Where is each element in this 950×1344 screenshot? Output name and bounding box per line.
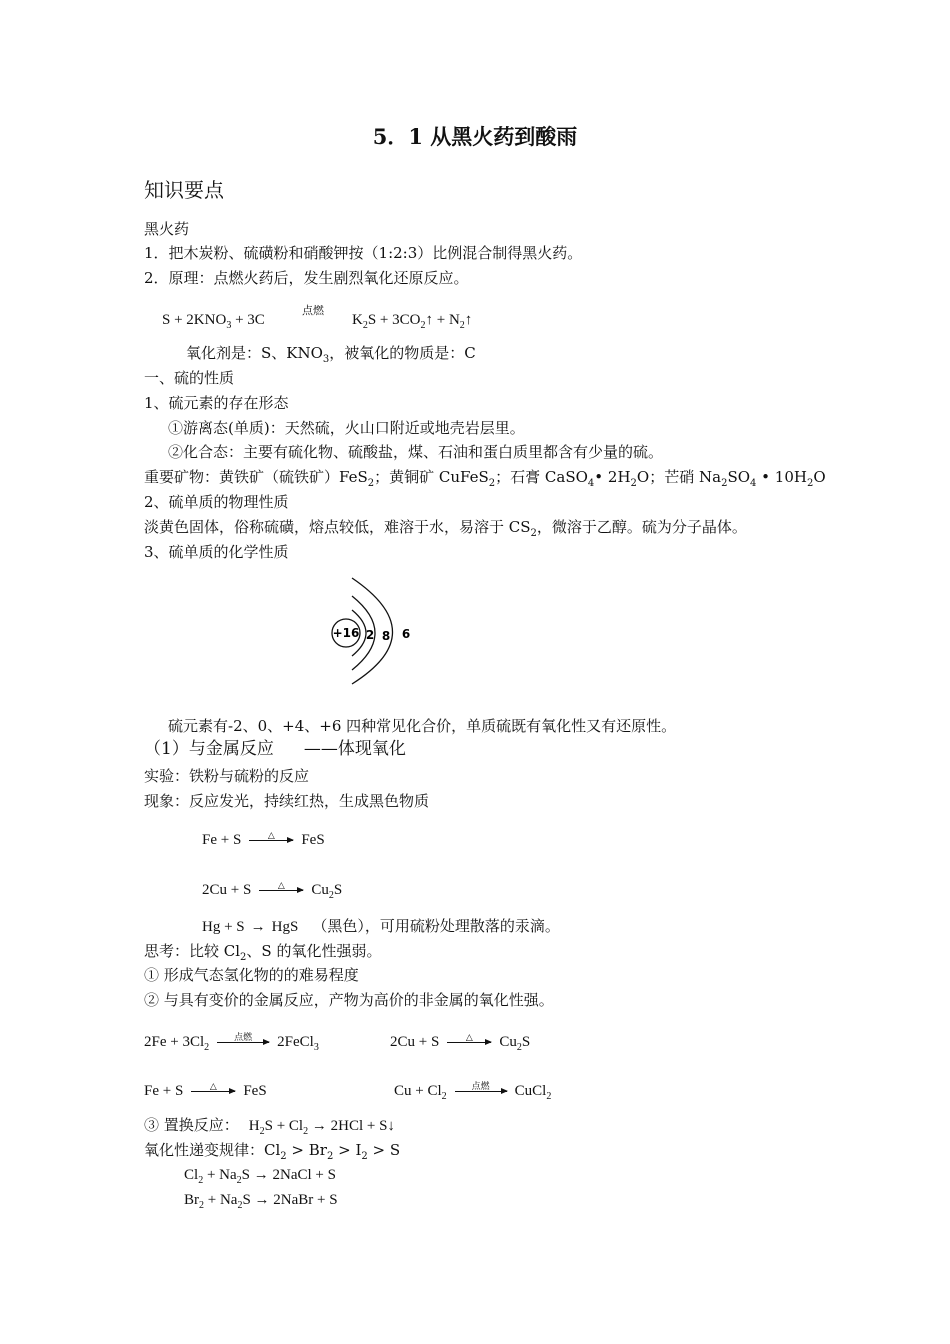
sulfur-part-heading: 一、硫的性质 xyxy=(144,369,235,387)
section-heading: 知识要点 xyxy=(144,178,224,202)
ignite-condition: 点燃 xyxy=(302,304,324,317)
shell-1-electrons: 2 xyxy=(365,628,375,642)
heat-arrow: △ xyxy=(191,1091,235,1093)
eq-hg-s: Hg + S → HgS （黑色），可用硫粉处理散落的汞滴。 xyxy=(202,919,560,935)
eq-cu-cl: $Cu + Cl_2$ 点燃 CuCl$_2$ xyxy=(394,1080,552,1102)
gunpowder-line-2: 2．原理：点燃火药后，发生剧烈氧化还原反应。 xyxy=(144,269,469,287)
oxidizer-line: 氧化剂是：S、$KNO_3$，被氧化的物质是：C xyxy=(186,344,476,365)
sulfur-free-state: ①游离态(单质)：天然硫，火山口附近或地壳岩层里。 xyxy=(168,419,525,437)
eq-fe-s-2: Fe + S △ FeS xyxy=(144,1080,267,1099)
point-2: ② 与具有变价的金属反应，产物为高价的非金属的氧化性强。 xyxy=(144,991,554,1009)
eq-cu-s-2: 2Cu + S △ $Cu_2S$ xyxy=(390,1031,531,1053)
think-line: 思考：比较 $Cl_2$、S 的氧化性强弱。 xyxy=(144,942,382,963)
eq-cu-s: 2Cu + S △ $Cu_2S$ xyxy=(202,879,343,901)
sulfur-h3: 3、硫单质的化学性质 xyxy=(144,543,289,561)
sulfur-h1: 1、硫元素的存在形态 xyxy=(144,394,289,412)
physical-properties: 淡黄色固体，俗称硫磺，熔点较低，难溶于水，易溶于 $CS_2$，微溶于乙醇。硫为分子晶体。 xyxy=(144,518,747,539)
metal-reaction-heading: （1）与金属反应 ——体现氧化 xyxy=(144,739,406,759)
shell-2-electrons: 8 xyxy=(381,629,391,643)
page-title: 5．1 从黑火药到酸雨 xyxy=(372,124,578,149)
gunpowder-line-1: 1．把木炭粉、硫磺粉和硝酸钾按（1:2:3）比例混合制得黑火药。 xyxy=(144,244,583,262)
gunpowder-eq-right: $K_2S$ + $3CO_2↑$ + $N_2↑$ xyxy=(352,312,473,331)
gunpowder-eq-left: $S + 2KNO_3 + 3C$ xyxy=(162,312,265,331)
heat-arrow: △ xyxy=(249,840,293,842)
point-1: ① 形成气态氢化物的的难易程度 xyxy=(144,966,359,984)
experiment-line: 实验：铁粉与硫粉的反应 xyxy=(144,767,310,785)
heat-arrow: △ xyxy=(447,1042,491,1044)
valence-line: 硫元素有-2、0、+4、+6 四种常见化合价，单质硫既有氧化性又有还原性。 xyxy=(168,717,677,735)
ignite-arrow: 点燃 xyxy=(217,1042,269,1044)
minerals-line: 重要矿物：黄铁矿（硫铁矿）FeS$_2$；黄铜矿 CuFeS$_2$；石膏 CaSO$_4$• $2H_2O$；芒硝 $Na_2SO_4$ • $10H_2O$ xyxy=(144,468,826,489)
heat-arrow: △ xyxy=(259,890,303,892)
shell-3-electrons: 6 xyxy=(401,627,411,641)
nucleus-label: +16 xyxy=(332,626,360,640)
eq-cl-na2s: $Cl_2 + Na_2S$ → 2NaCl + S xyxy=(184,1167,336,1186)
ignite-arrow: 点燃 xyxy=(455,1091,507,1093)
oxidizing-order: 氧化性递变规律：$Cl_2 > Br_2 > I_2 > S$ xyxy=(144,1141,401,1162)
sulfur-h2: 2、硫单质的物理性质 xyxy=(144,493,289,511)
point-3: ③ 置换反应： $H_2S + Cl_2 \to 2HCl$ + S↓ xyxy=(144,1116,395,1137)
phenomenon-line: 现象：反应发光，持续红热，生成黑色物质 xyxy=(144,792,430,810)
sulfur-combined-state: ②化合态：主要有硫化物、硫酸盐，煤、石油和蛋白质里都含有少量的硫。 xyxy=(168,443,664,461)
gunpowder-heading: 黑火药 xyxy=(144,220,190,238)
eq-fe-cl: $2Fe + 3Cl_2$ 点燃 2FeCl$_3$ xyxy=(144,1031,319,1053)
sulfur-atom-diagram xyxy=(328,570,418,688)
eq-fe-s: Fe + S △ FeS xyxy=(202,829,325,848)
eq-br-na2s: $Br_2 + Na_2S$ → 2NaBr + S xyxy=(184,1192,338,1211)
